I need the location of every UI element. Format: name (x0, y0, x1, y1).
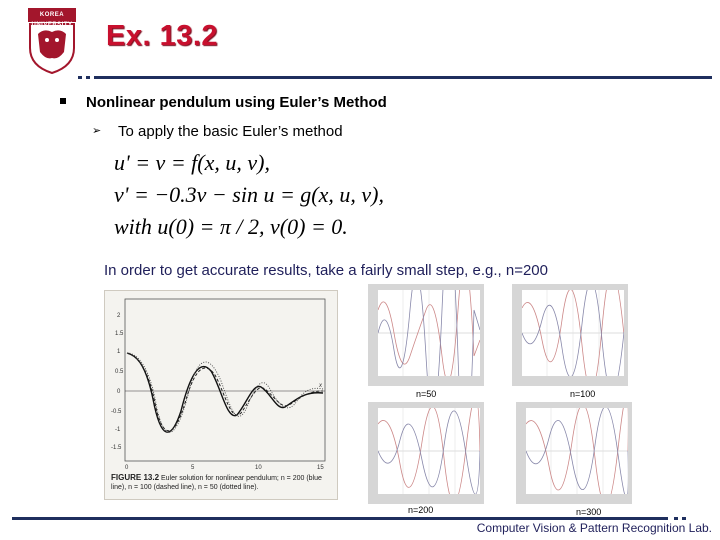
caption-text: Euler solution for nonlinear pendulum; n = 200 (blue line), n = 100 (dashed line), n = 50 (dotted line). (111, 475, 322, 491)
slide-title: Ex. 13.2 (106, 20, 219, 52)
plot-label-n200: n=200 (408, 505, 434, 515)
figure-caption (111, 473, 331, 492)
solution-curve-dotted (127, 353, 323, 432)
note-text: In order to get accurate results, take a fairly small step, e.g., n=200 (104, 262, 548, 279)
solution-curve-dashed (127, 353, 323, 431)
footer-rule (12, 517, 712, 520)
title-rule (78, 76, 712, 79)
x-axis-label: x (319, 383, 322, 389)
figure-plot (105, 291, 337, 473)
plot-n100 (512, 284, 628, 386)
footer-lab-name: Computer Vision & Pattern Recognition Lab. (476, 521, 712, 535)
equations-block (112, 148, 442, 248)
equation-1: u' = v = f(x, u, v), (114, 150, 270, 175)
x-tick: 5 (191, 465, 195, 471)
plot-label-n300: n=300 (576, 507, 602, 517)
y-tick: 1 (117, 349, 121, 355)
y-tick: 0 (117, 389, 121, 395)
bullet-square (60, 98, 66, 104)
logo-text: KOREA UNIVERSITY (31, 12, 73, 28)
figure-13-2 (104, 290, 338, 500)
equation-3: with u(0) = π / 2, v(0) = 0. (114, 214, 348, 239)
x-tick: 0 (125, 465, 129, 471)
y-tick: -0.5 (111, 409, 122, 415)
y-tick: -1.5 (111, 445, 122, 451)
y-tick: 0.5 (115, 369, 124, 375)
equation-2: v' = −0.3v − sin u = g(x, u, v), (114, 182, 384, 207)
y-tick: -1 (115, 427, 121, 433)
plot-n300 (516, 402, 632, 504)
caption-label: FIGURE 13.2 (111, 473, 160, 482)
plot-n50 (368, 284, 484, 386)
x-tick: 10 (255, 465, 262, 471)
heading: Nonlinear pendulum using Euler’s Method (86, 94, 387, 111)
plot-label-n50: n=50 (416, 389, 437, 399)
plot-label-n100: n=100 (570, 389, 596, 399)
subpoint: To apply the basic Euler’s method (118, 123, 343, 140)
solution-curve-solid (127, 353, 323, 432)
plot-n200 (368, 402, 484, 504)
x-tick: 15 (317, 465, 324, 471)
y-tick: 2 (117, 313, 121, 319)
arrow-bullet-icon: ➢ (92, 124, 102, 137)
y-tick: 1.5 (115, 331, 124, 337)
